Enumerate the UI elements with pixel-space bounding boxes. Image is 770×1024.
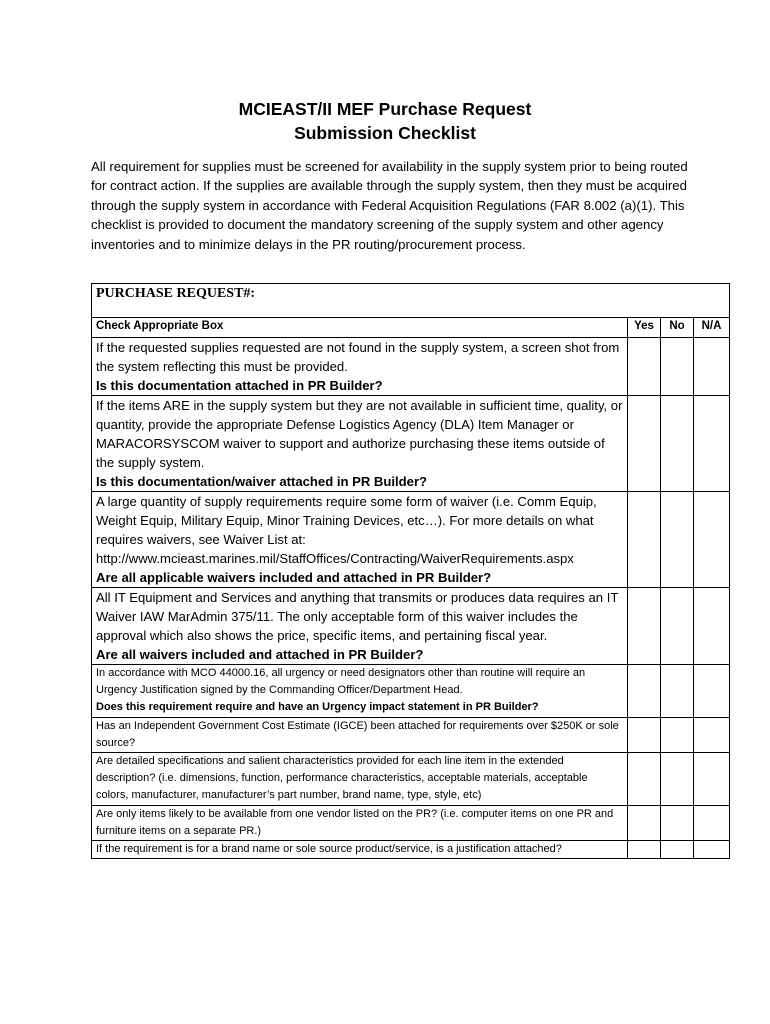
- intro-text: All requirement for supplies must be screened for availability in the supply system prior to being routed for contract action. If the supplies are available through the supply system, then they must be acquired through the supply system in accordance with Federal Acquisition Regulations (FAR 8.002 (a)(1). This checklist is provided to document the mandatory screening of the supply system and other agency inventories and to minimize delays in the PR routing/procurement process.: [91, 159, 688, 252]
- na-checkbox[interactable]: [694, 753, 730, 806]
- na-checkbox[interactable]: [694, 492, 730, 588]
- yes-checkbox[interactable]: [628, 841, 661, 859]
- item-text: Has an Independent Government Cost Estimate (IGCE) been attached for requirements over $250K or sole source?: [96, 719, 619, 749]
- item-question: Are all waivers included and attached in PR Builder?: [96, 647, 424, 662]
- na-checkbox[interactable]: [694, 841, 730, 859]
- yes-checkbox[interactable]: [628, 338, 661, 396]
- item-description: [92, 588, 628, 665]
- title-line-1: MCIEAST/II MEF Purchase Request: [238, 99, 532, 119]
- checklist-item-9: [92, 841, 730, 859]
- yes-column-header: Yes: [628, 318, 661, 338]
- purchase-request-field[interactable]: [92, 284, 730, 318]
- no-checkbox[interactable]: [661, 338, 694, 396]
- na-checkbox[interactable]: [694, 717, 730, 752]
- item-description: [92, 665, 628, 718]
- purchase-request-label: PURCHASE REQUEST#:: [96, 286, 256, 301]
- title-line-2: Submission Checklist: [294, 123, 476, 143]
- na-checkbox[interactable]: [694, 396, 730, 492]
- no-checkbox[interactable]: [661, 717, 694, 752]
- yes-checkbox[interactable]: [628, 492, 661, 588]
- item-description: [92, 753, 628, 806]
- item-text: Are detailed specifications and salient characteristics provided for each line item in the extended description? (i.e. dimensions, function, performance characteristics, acceptable materials, acceptable colors, manufacturer, manufacturer’s part number, brand name, type, style, etc): [96, 755, 588, 802]
- yes-checkbox[interactable]: [628, 588, 661, 665]
- no-checkbox[interactable]: [661, 396, 694, 492]
- no-checkbox[interactable]: [661, 753, 694, 806]
- checklist-item-3: [92, 492, 730, 588]
- item-text: A large quantity of supply requirements require some form of waiver (i.e. Comm Equip, Weight Equip, Military Equip, Minor Training Devices, etc…). For more details on what requires waivers, see Waiver List at:: [96, 494, 597, 547]
- checklist-item-8: [92, 805, 730, 840]
- checklist-item-6: [92, 717, 730, 752]
- yes-checkbox[interactable]: [628, 665, 661, 718]
- item-text: All IT Equipment and Services and anything that transmits or produces data requires an IT Waiver IAW MarAdmin 375/11. The only acceptable form of this waiver includes the approval which also shows the price, specific items, and pertaining fiscal year.: [96, 590, 619, 643]
- item-text: If the items ARE in the supply system but they are not available in sufficient time, quality, or quantity, provide the appropriate Defense Logistics Agency (DLA) Item Manager or MARACORSYSCOM waiver to support and authorize purchasing these items outside of the supply system.: [96, 398, 623, 470]
- yes-checkbox[interactable]: [628, 717, 661, 752]
- item-question: Is this documentation attached in PR Builder?: [96, 378, 383, 393]
- item-text: Are only items likely to be available from one vendor listed on the PR? (i.e. computer items on one PR and furniture items on a separate PR.): [96, 807, 614, 837]
- item-text: In accordance with MCO 44000.16, all urgency or need designators other than routine will require an Urgency Justification signed by the Commanding Officer/Department Head.: [96, 667, 586, 697]
- item-text: If the requested supplies requested are not found in the supply system, a screen shot from the system reflecting this must be provided.: [96, 340, 620, 374]
- item-question: Is this documentation/waiver attached in PR Builder?: [96, 474, 428, 489]
- no-column-header: No: [661, 318, 694, 338]
- no-checkbox[interactable]: [661, 588, 694, 665]
- item-text: If the requirement is for a brand name or sole source product/service, is a justification attached?: [96, 843, 562, 856]
- document-title: [0, 97, 770, 145]
- yes-checkbox[interactable]: [628, 805, 661, 840]
- checklist-item-5: [92, 665, 730, 718]
- na-checkbox[interactable]: [694, 338, 730, 396]
- item-description: [92, 717, 628, 752]
- na-checkbox[interactable]: [694, 588, 730, 665]
- item-description: [92, 396, 628, 492]
- item-description: [92, 492, 628, 588]
- yes-checkbox[interactable]: [628, 753, 661, 806]
- intro-paragraph: [91, 157, 691, 254]
- item-description: [92, 841, 628, 859]
- na-checkbox[interactable]: [694, 665, 730, 718]
- no-checkbox[interactable]: [661, 665, 694, 718]
- checklist-item-1: [92, 338, 730, 396]
- check-appropriate-box-label: Check Appropriate Box: [92, 318, 628, 338]
- item-question: Does this requirement require and have an Urgency impact statement in PR Builder?: [96, 701, 539, 714]
- checklist-item-2: [92, 396, 730, 492]
- checklist-item-4: [92, 588, 730, 665]
- item-description: [92, 338, 628, 396]
- yes-checkbox[interactable]: [628, 396, 661, 492]
- no-checkbox[interactable]: [661, 492, 694, 588]
- item-description: [92, 805, 628, 840]
- na-column-header: N/A: [694, 318, 730, 338]
- checklist-item-7: [92, 753, 730, 806]
- no-checkbox[interactable]: [661, 841, 694, 859]
- na-checkbox[interactable]: [694, 805, 730, 840]
- item-question: Are all applicable waivers included and attached in PR Builder?: [96, 570, 492, 585]
- checklist-header-row: [92, 318, 730, 338]
- purchase-request-row: [92, 284, 730, 318]
- waiver-list-url[interactable]: http://www.mcieast.marines.mil/StaffOffices/Contracting/WaiverRequirements.aspx: [96, 551, 574, 566]
- checklist-table: [91, 283, 730, 859]
- no-checkbox[interactable]: [661, 805, 694, 840]
